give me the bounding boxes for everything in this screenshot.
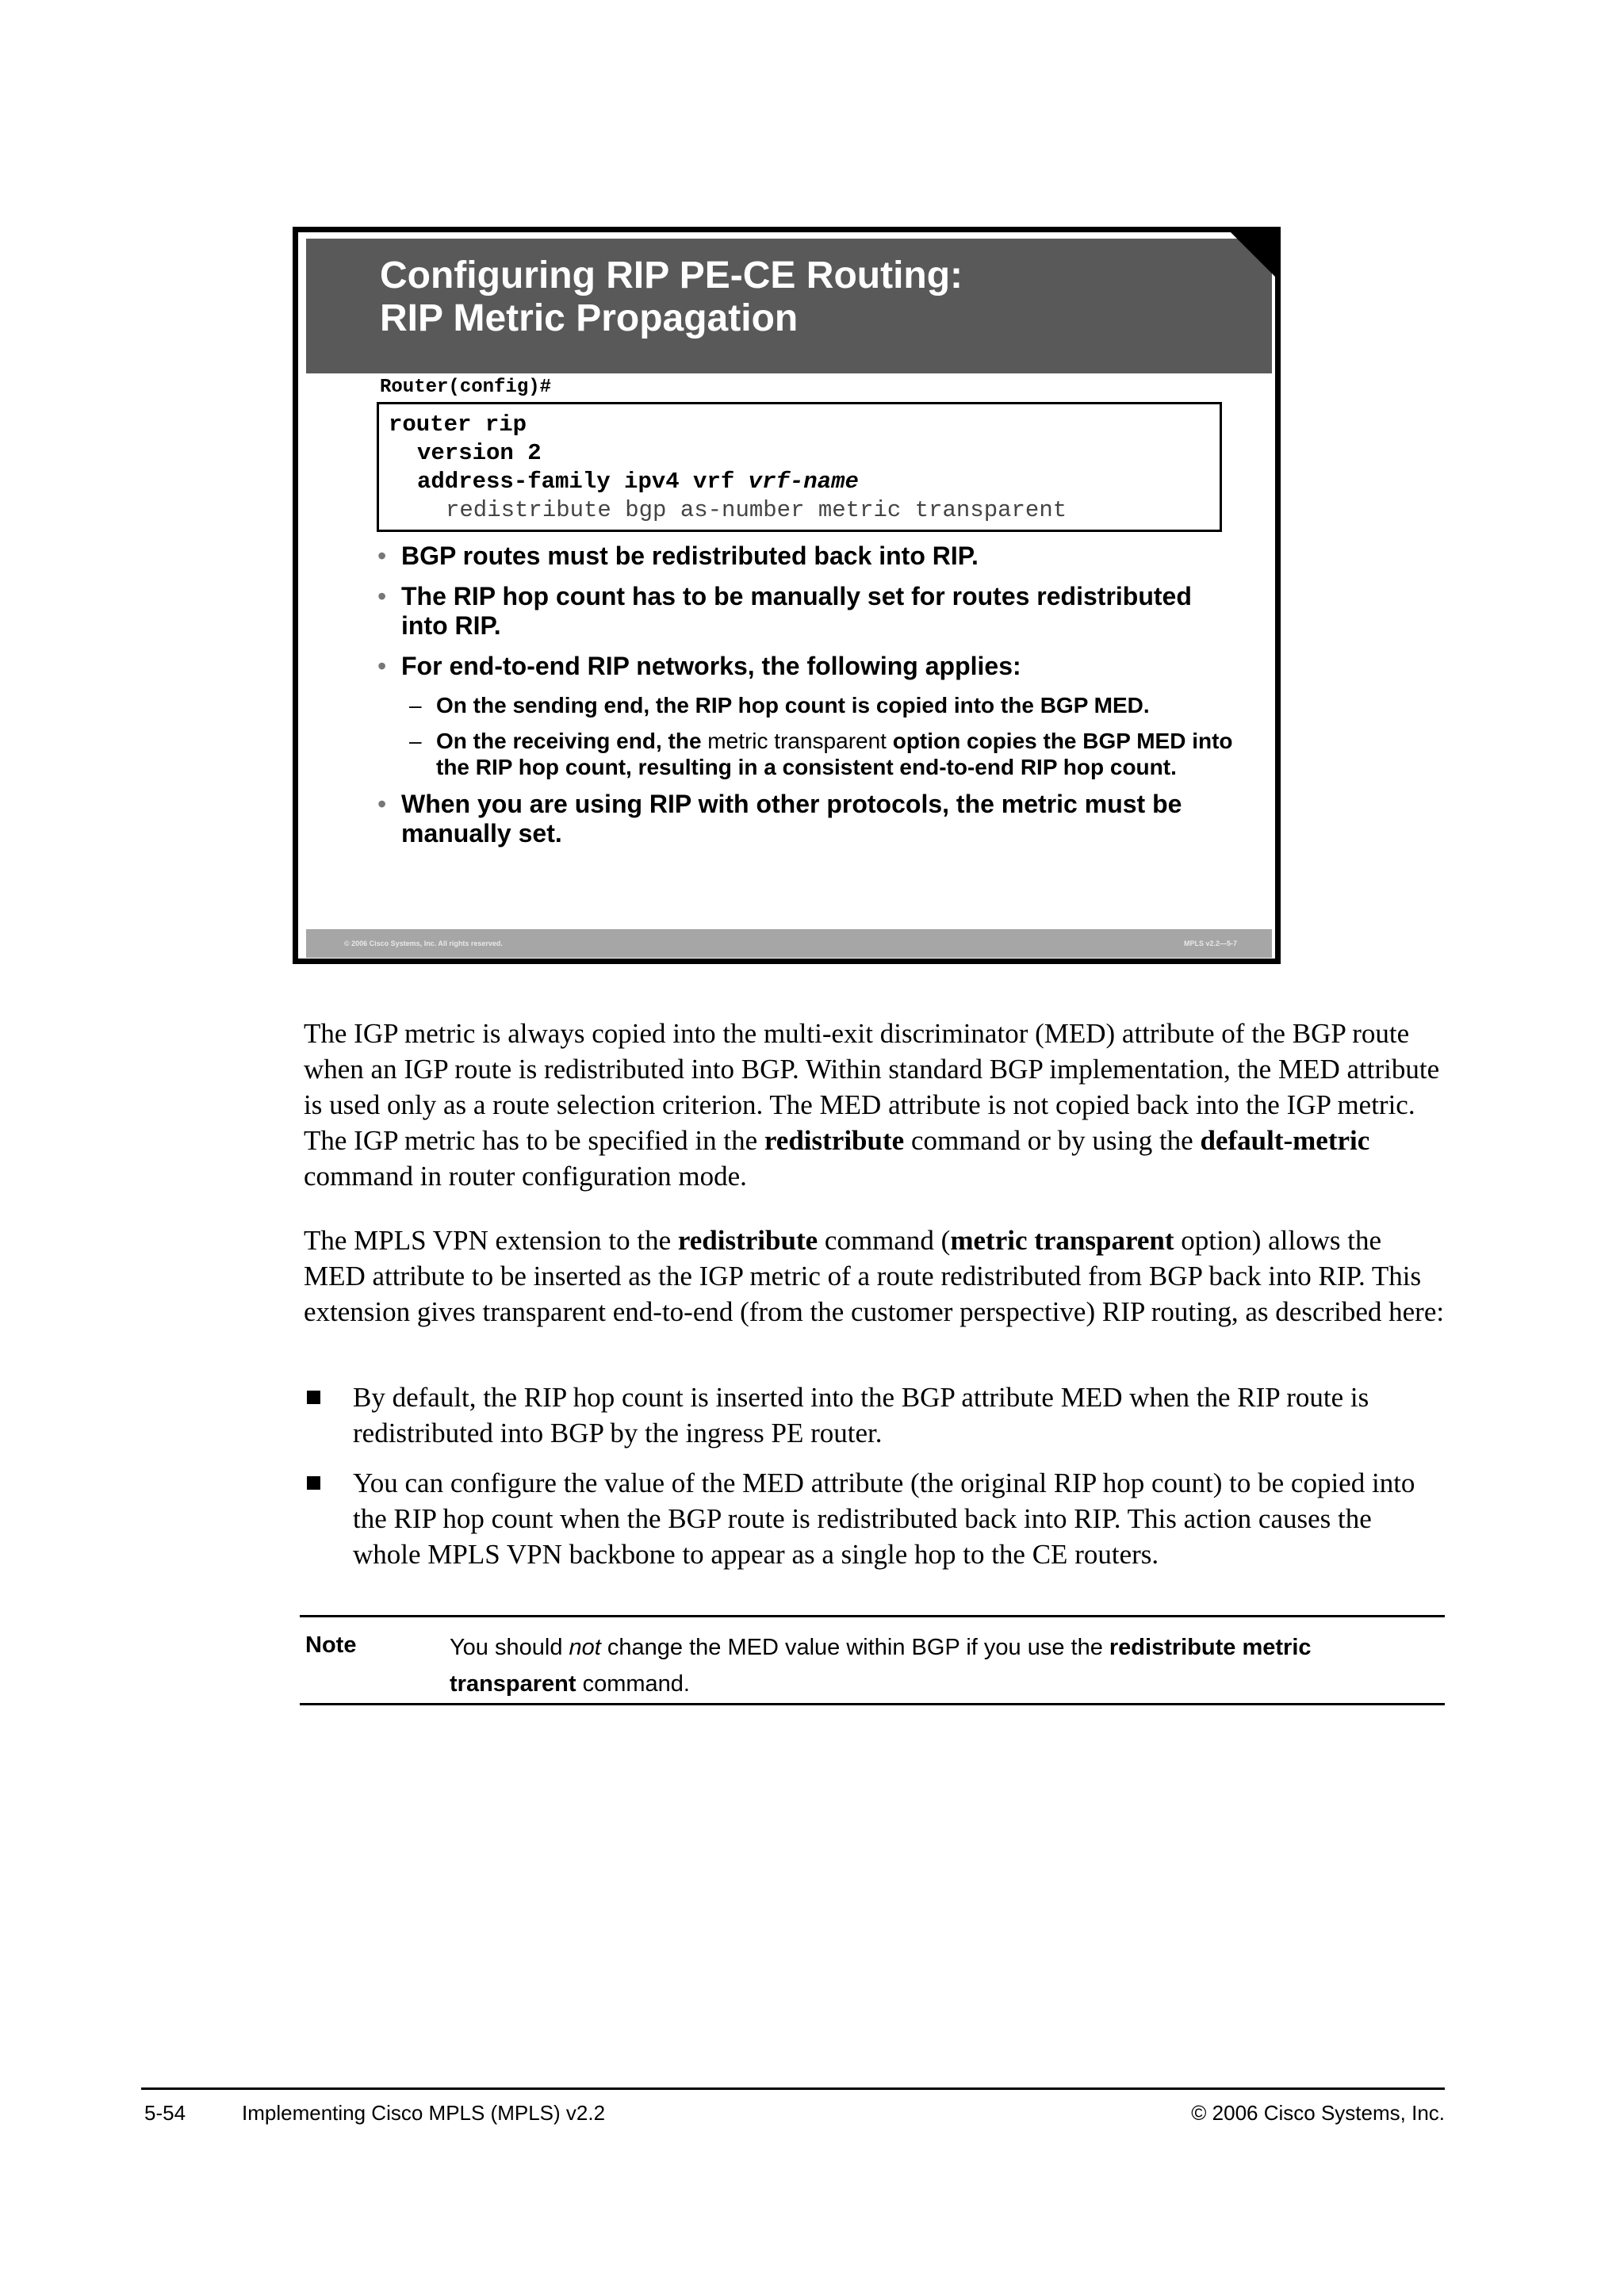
slide-title-line-1: Configuring RIP PE-CE Routing:: [380, 254, 963, 297]
slide-footer-bar: [306, 929, 1272, 958]
note-top-rule: [300, 1615, 1445, 1617]
code-line: [389, 468, 1210, 496]
note-text-part: change the MED value within BGP if you use the: [600, 1635, 1109, 1660]
square-bullet-icon: [307, 1391, 320, 1404]
note-text: [450, 1629, 1433, 1702]
course-title: Implementing Cisco MPLS (MPLS) v2.2: [242, 2101, 606, 2125]
slide-bullet: • When you are using RIP with other protocols, the metric must be manually set.: [377, 790, 1234, 848]
slide-bullet: • BGP routes must be redistributed back into RIP.: [377, 541, 1234, 571]
paragraph-keyword: metric transparent: [950, 1225, 1174, 1256]
paragraph-keyword: default-metric: [1200, 1125, 1370, 1156]
code-line: router rip: [389, 411, 527, 438]
paragraph-text: The MPLS VPN extension to the: [304, 1225, 678, 1256]
note-text-part: You should: [450, 1635, 569, 1660]
page-copyright: © 2006 Cisco Systems, Inc.: [1191, 2101, 1445, 2125]
sub-bullet-text: On the receiving end, the: [436, 729, 708, 753]
sub-bullet-keyword: metric transparent: [707, 729, 887, 753]
paragraph-text: option) allows the MED attribute to be inserted as the IGP metric of a route redistributed from BGP back into RIP. This extension gives transparent end-to-end (from the customer perspective) RIP routing, as described here:: [304, 1225, 1445, 1327]
paragraph-keyword: redistribute: [677, 1225, 818, 1256]
code-line: version 2: [417, 440, 542, 466]
config-prompt: Router(config)#: [380, 377, 552, 398]
footer-rule: [141, 2087, 1445, 2090]
slide-bullets: [377, 541, 1234, 859]
slide-number: MPLS v2.2—5-7: [1183, 939, 1237, 947]
slide-corner-decoration: [1231, 232, 1275, 277]
note-keyword: redistribute metric transparent: [450, 1635, 1312, 1697]
sub-bullet-text: option copies the BGP MED into the RIP hop count, resulting in a consistent end-to-end RIP hop count.: [436, 729, 1233, 779]
slide-title-line-2: RIP Metric Propagation: [380, 297, 799, 339]
slide-figure: [293, 227, 1281, 964]
slide-sub-bullet: [377, 728, 1234, 780]
slide-title: [380, 254, 963, 340]
square-bullet-icon: [307, 1476, 320, 1490]
note-text-part: command.: [576, 1671, 690, 1697]
slide-bullet: • For end-to-end RIP networks, the following applies:: [377, 652, 1234, 681]
slide-sub-bullet: – On the sending end, the RIP hop count is copied into the BGP MED.: [377, 692, 1234, 718]
body-list: [304, 1380, 1446, 1586]
slide-bullet: • The RIP hop count has to be manually set for routes redistributed into RIP.: [377, 582, 1234, 641]
list-item-text: By default, the RIP hop count is inserted into the BGP attribute MED when the RIP route is redistributed into BGP by the ingress PE router.: [353, 1382, 1369, 1448]
list-item: [304, 1465, 1446, 1572]
paragraph-text: The IGP metric is always copied into the multi-exit discriminator (MED) attribute of the BGP route when an IGP route is redistributed into BGP. Within standard BGP implementation, the MED attribute is used only as a route selection criterion. The MED attribute is not copied back into the IGP metric. The IGP metric has to be specified in the: [304, 1018, 1440, 1156]
body-paragraph: [304, 1016, 1446, 1194]
note-bottom-rule: [300, 1703, 1445, 1705]
body-paragraph: [304, 1223, 1446, 1330]
list-item-text: You can configure the value of the MED attribute (the original RIP hop count) to be copied into the RIP hop count when the BGP route is redistributed back into RIP. This action causes the whole MPLS VPN backbone to appear as a single hop to the CE routers.: [353, 1468, 1415, 1570]
list-item: [304, 1380, 1446, 1451]
code-argument: vrf-name: [748, 469, 859, 495]
paragraph-text: command (: [818, 1225, 951, 1256]
slide-copyright: © 2006 Cisco Systems, Inc. All rights reserved.: [344, 939, 503, 947]
paragraph-text: command or by using the: [904, 1125, 1201, 1156]
page-number: 5-54: [144, 2101, 186, 2125]
code-line: redistribute bgp as-number metric transparent: [446, 497, 1067, 523]
note-label: Note: [305, 1632, 357, 1658]
paragraph-keyword: redistribute: [764, 1125, 905, 1156]
note-emphasis: not: [569, 1635, 601, 1660]
code-command: address-family ipv4 vrf: [417, 469, 749, 495]
paragraph-text: command in router configuration mode.: [304, 1161, 747, 1192]
code-box: [377, 402, 1222, 532]
